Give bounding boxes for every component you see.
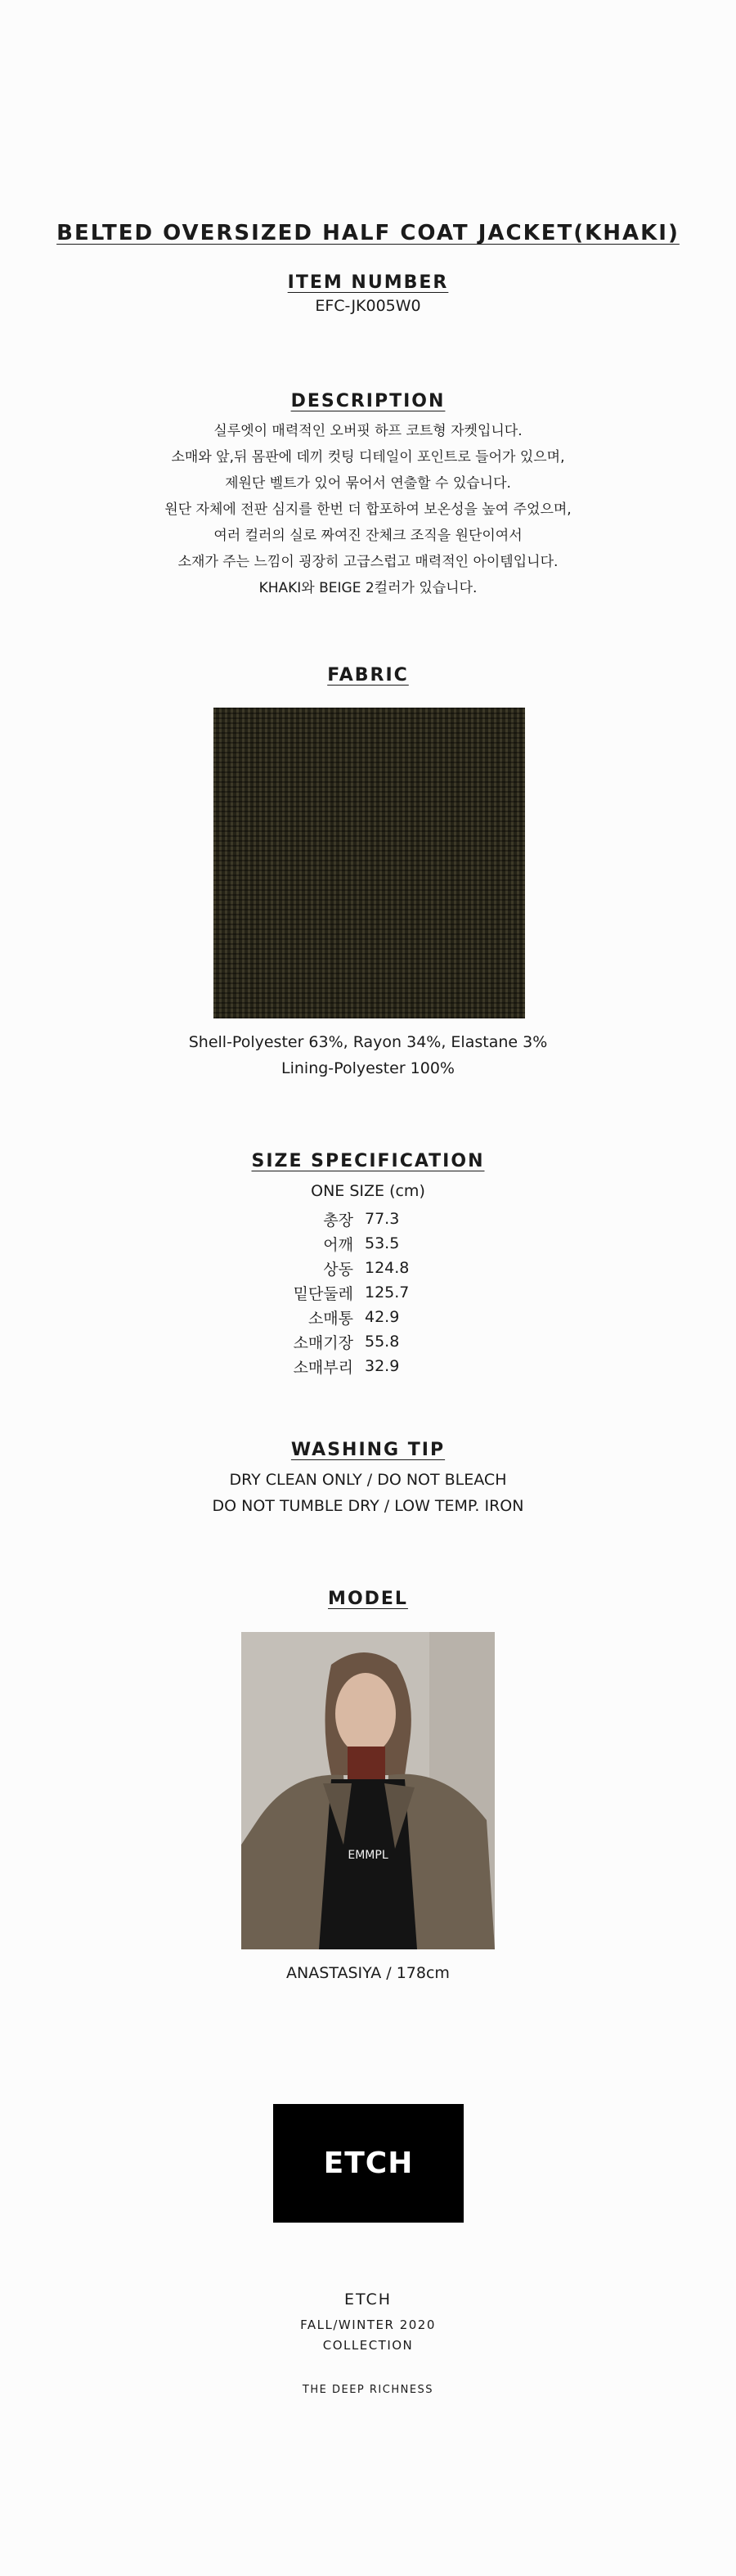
size-label: 밑단둘레 <box>293 1284 353 1303</box>
item-number-heading: ITEM NUMBER <box>287 272 449 293</box>
brand-logo-text: ETCH <box>323 2147 414 2180</box>
footer-season: FALL/WINTER 2020 <box>300 2318 436 2332</box>
size-row <box>0 1280 736 1305</box>
size-label: 상동 <box>323 1260 353 1279</box>
size-row <box>0 1231 736 1256</box>
washing-heading: WASHING TIP <box>290 1440 446 1460</box>
model-heading: MODEL <box>328 1589 408 1609</box>
washing-text <box>0 1467 736 1519</box>
size-label: 어깨 <box>323 1235 353 1254</box>
description-line: 원단 자체에 전판 심지를 한번 더 합포하여 보온성을 높여 주었으며, <box>164 501 572 518</box>
model-illustration <box>241 1632 495 1949</box>
model-photo <box>241 1632 495 1949</box>
description-line: 여러 컬러의 실로 짜여진 잔체크 조직을 원단이여서 <box>213 528 523 544</box>
fabric-shell: Shell-Polyester 63%, Rayon 34%, Elastane 3% <box>188 1033 548 1051</box>
size-subheading: ONE SIZE (cm) <box>311 1182 425 1200</box>
footer-brand: ETCH <box>343 2291 393 2309</box>
fabric-heading: FABRIC <box>327 665 409 686</box>
size-table <box>0 1207 736 1378</box>
fabric-swatch-image <box>213 708 525 1018</box>
size-label: 소매기장 <box>293 1333 353 1352</box>
size-value: 77.3 <box>365 1210 400 1228</box>
size-value: 124.8 <box>365 1259 410 1277</box>
size-label: 총장 <box>323 1211 353 1230</box>
size-value: 32.9 <box>365 1357 400 1375</box>
size-row <box>0 1354 736 1378</box>
shirt-print: EMMPL <box>348 1849 388 1862</box>
size-value: 55.8 <box>365 1333 400 1351</box>
footer-collection: COLLECTION <box>322 2338 414 2353</box>
size-heading: SIZE SPECIFICATION <box>251 1151 485 1171</box>
size-value: 42.9 <box>365 1308 400 1326</box>
size-value: 53.5 <box>365 1234 400 1252</box>
size-label: 소매부리 <box>293 1358 353 1377</box>
size-row <box>0 1329 736 1354</box>
size-value: 125.7 <box>365 1284 410 1301</box>
size-row <box>0 1305 736 1329</box>
product-title: BELTED OVERSIZED HALF COAT JACKET(KHAKI) <box>56 221 680 245</box>
item-number: EFC-JK005W0 <box>315 297 421 315</box>
washing-line: DO NOT TUMBLE DRY / LOW TEMP. IRON <box>212 1497 524 1515</box>
model-caption: ANASTASIYA / 178cm <box>286 1964 450 1982</box>
fabric-lining: Lining-Polyester 100% <box>281 1059 455 1077</box>
description-line: 제원단 벨트가 있어 묶어서 연출할 수 있습니다. <box>225 475 511 492</box>
size-row <box>0 1256 736 1280</box>
description-line: 소재가 주는 느낌이 굉장히 고급스럽고 매력적인 아이템입니다. <box>177 554 559 570</box>
size-row <box>0 1207 736 1231</box>
description-line: 실루엣이 매력적인 오버핏 하프 코트형 자켓입니다. <box>213 423 523 439</box>
size-label: 소매통 <box>307 1309 353 1328</box>
footer-tagline: THE DEEP RICHNESS <box>302 2384 434 2396</box>
description-line: 소매와 앞,뒤 몸판에 데끼 컷팅 디테일이 포인트로 들어가 있으며, <box>171 449 565 465</box>
brand-logo <box>273 2104 464 2223</box>
washing-line: DRY CLEAN ONLY / DO NOT BLEACH <box>229 1471 507 1489</box>
fabric-composition <box>0 1029 736 1081</box>
description-heading: DESCRIPTION <box>290 391 446 411</box>
description-text <box>0 418 736 601</box>
description-line: KHAKI와 BEIGE 2컬러가 있습니다. <box>258 580 478 596</box>
